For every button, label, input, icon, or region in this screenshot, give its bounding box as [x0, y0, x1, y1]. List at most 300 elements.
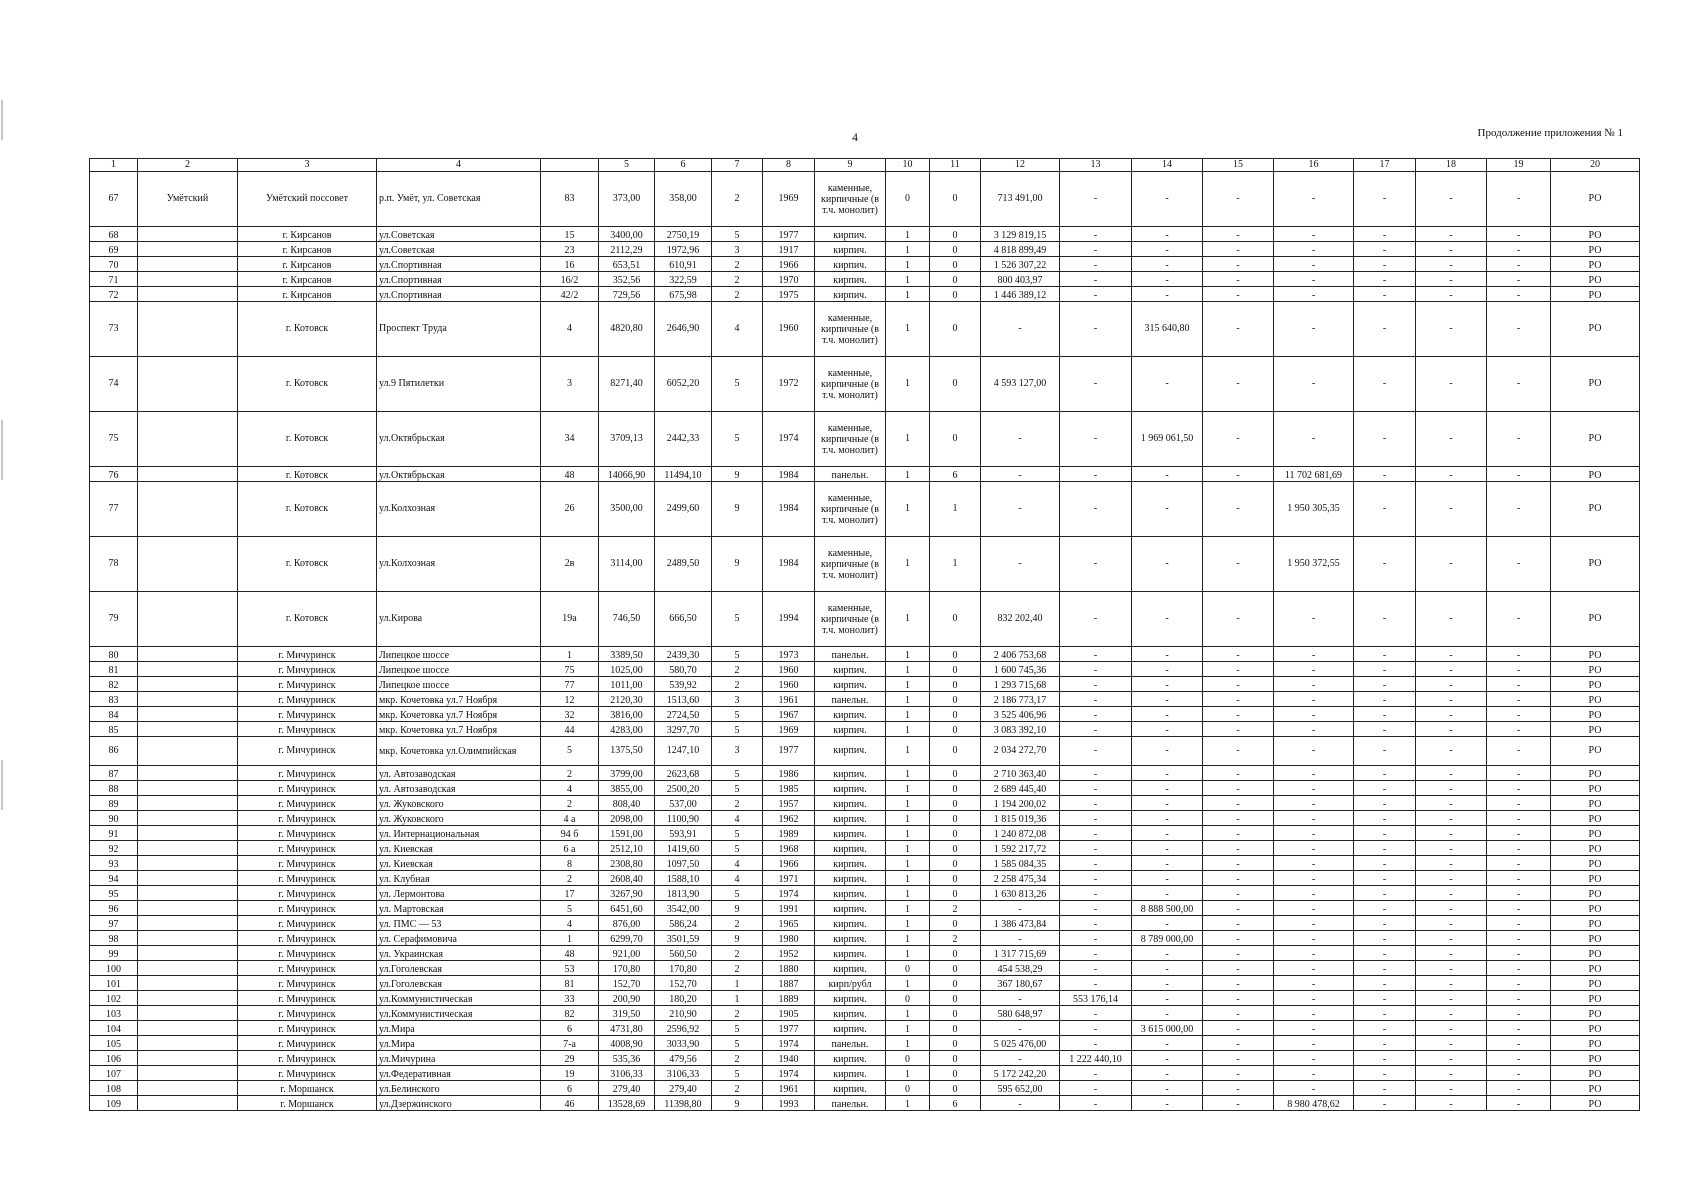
table-cell: 1984: [763, 482, 815, 537]
table-cell: ул.Мира: [377, 1036, 541, 1051]
table-cell: 1977: [763, 737, 815, 766]
table-cell: 0: [930, 287, 981, 302]
table-cell: 1: [886, 871, 930, 886]
table-cell: -: [1060, 677, 1132, 692]
table-cell: -: [1354, 172, 1416, 227]
table-cell: 1968: [763, 841, 815, 856]
table-cell: РО: [1551, 707, 1640, 722]
table-cell: -: [1060, 871, 1132, 886]
table-cell: -: [1274, 916, 1354, 931]
table-cell: -: [1487, 886, 1551, 901]
table-cell: -: [1203, 976, 1274, 991]
table-cell: -: [1416, 991, 1487, 1006]
table-cell: 1: [886, 647, 930, 662]
table-cell: 352,56: [599, 272, 655, 287]
table-cell: 100: [90, 961, 138, 976]
table-cell: -: [1416, 1006, 1487, 1021]
table-cell: -: [1416, 916, 1487, 931]
table-cell: 1: [886, 781, 930, 796]
table-cell: -: [1416, 722, 1487, 737]
table-cell: 1: [886, 841, 930, 856]
column-number-row: [90, 159, 1640, 172]
table-cell: 0: [930, 826, 981, 841]
table-cell: -: [1416, 467, 1487, 482]
table-cell: 82: [90, 677, 138, 692]
table-cell: [138, 412, 238, 467]
table-cell: 539,92: [655, 677, 712, 692]
table-cell: 653,51: [599, 257, 655, 272]
table-cell: -: [1354, 856, 1416, 871]
table-cell: -: [1203, 1021, 1274, 1036]
table-cell: г. Мичуринск: [238, 766, 377, 781]
table-cell: -: [1274, 811, 1354, 826]
table-cell: -: [1416, 172, 1487, 227]
table-cell: 68: [90, 227, 138, 242]
table-cell: панельн.: [815, 467, 886, 482]
table-cell: 535,36: [599, 1051, 655, 1066]
table-cell: -: [981, 467, 1060, 482]
table-cell: 4 а: [541, 811, 599, 826]
table-cell: панельн.: [815, 1036, 886, 1051]
table-cell: -: [1354, 677, 1416, 692]
table-cell: -: [1203, 707, 1274, 722]
table-cell: -: [1060, 707, 1132, 722]
table-cell: -: [1487, 227, 1551, 242]
table-cell: -: [1274, 781, 1354, 796]
table-cell: -: [1487, 412, 1551, 467]
table-cell: -: [1132, 961, 1203, 976]
table-cell: -: [1060, 976, 1132, 991]
table-cell: 0: [930, 257, 981, 272]
table-cell: -: [1416, 841, 1487, 856]
table-cell: ул.Кирова: [377, 592, 541, 647]
table-cell: 1: [886, 302, 930, 357]
table-cell: 1: [886, 692, 930, 707]
table-cell: -: [1203, 1081, 1274, 1096]
table-row: [90, 916, 1640, 931]
table-cell: 2 689 445,40: [981, 781, 1060, 796]
table-cell: -: [1354, 272, 1416, 287]
table-cell: [138, 482, 238, 537]
table-cell: г. Кирсанов: [238, 287, 377, 302]
table-cell: -: [1203, 692, 1274, 707]
table-cell: 83: [541, 172, 599, 227]
table-cell: [138, 916, 238, 931]
table-cell: Проспект Труда: [377, 302, 541, 357]
table-cell: ул.Советская: [377, 242, 541, 257]
table-cell: -: [1487, 272, 1551, 287]
table-cell: 11 702 681,69: [1274, 467, 1354, 482]
table-cell: -: [1416, 692, 1487, 707]
table-cell: 3500,00: [599, 482, 655, 537]
table-cell: -: [1416, 1096, 1487, 1111]
table-row: [90, 302, 1640, 357]
table-cell: -: [1416, 357, 1487, 412]
table-cell: -: [1354, 781, 1416, 796]
table-cell: [138, 886, 238, 901]
table-cell: 3709,13: [599, 412, 655, 467]
table-cell: 80: [90, 647, 138, 662]
table-cell: 2: [541, 796, 599, 811]
table-cell: 2: [541, 871, 599, 886]
table-cell: -: [1487, 871, 1551, 886]
table-cell: 5: [712, 227, 763, 242]
table-cell: -: [1274, 946, 1354, 961]
table-cell: -: [1354, 662, 1416, 677]
table-cell: ул. Украинская: [377, 946, 541, 961]
table-cell: -: [1354, 1081, 1416, 1096]
table-cell: -: [1060, 841, 1132, 856]
table-cell: кирпич.: [815, 1006, 886, 1021]
table-cell: -: [1203, 677, 1274, 692]
table-cell: [138, 1081, 238, 1096]
table-cell: -: [1416, 242, 1487, 257]
table-cell: 75: [541, 662, 599, 677]
table-cell: 1 600 745,36: [981, 662, 1060, 677]
table-cell: -: [1354, 537, 1416, 592]
table-cell: -: [1487, 946, 1551, 961]
table-cell: -: [1060, 931, 1132, 946]
table-cell: [138, 796, 238, 811]
table-cell: [138, 287, 238, 302]
table-cell: -: [1060, 287, 1132, 302]
table-cell: -: [1487, 1081, 1551, 1096]
table-cell: [138, 811, 238, 826]
table-cell: -: [1354, 826, 1416, 841]
table-cell: -: [1274, 796, 1354, 811]
table-cell: 2: [930, 901, 981, 916]
table-cell: [138, 1036, 238, 1051]
table-cell: -: [1132, 467, 1203, 482]
table-cell: -: [1354, 796, 1416, 811]
table-cell: [138, 931, 238, 946]
table-cell: 1: [886, 916, 930, 931]
table-cell: 1 950 372,55: [1274, 537, 1354, 592]
table-cell: 279,40: [655, 1081, 712, 1096]
table-row: [90, 172, 1640, 227]
table-cell: 1 240 872,08: [981, 826, 1060, 841]
table-cell: 3 083 392,10: [981, 722, 1060, 737]
table-cell: -: [1354, 766, 1416, 781]
table-cell: -: [1060, 1006, 1132, 1021]
table-cell: 1: [886, 886, 930, 901]
table-cell: кирпич.: [815, 766, 886, 781]
table-cell: 479,56: [655, 1051, 712, 1066]
table-cell: -: [1132, 976, 1203, 991]
table-cell: ул.Федеративная: [377, 1066, 541, 1081]
table-cell: -: [1203, 946, 1274, 961]
table-row: [90, 841, 1640, 856]
table-cell: 1: [886, 1066, 930, 1081]
table-cell: -: [1416, 287, 1487, 302]
table-cell: РО: [1551, 1006, 1640, 1021]
table-cell: РО: [1551, 1066, 1640, 1081]
table-cell: -: [1060, 826, 1132, 841]
table-cell: 75: [90, 412, 138, 467]
table-cell: -: [1060, 901, 1132, 916]
table-row: [90, 412, 1640, 467]
table-cell: 4820,80: [599, 302, 655, 357]
table-cell: [138, 856, 238, 871]
table-cell: [138, 647, 238, 662]
table-cell: г. Мичуринск: [238, 826, 377, 841]
table-cell: 89: [90, 796, 138, 811]
table-cell: -: [1274, 357, 1354, 412]
table-cell: 99: [90, 946, 138, 961]
table-cell: 5: [712, 841, 763, 856]
table-cell: 9: [712, 467, 763, 482]
table-cell: 19: [541, 1066, 599, 1081]
table-cell: 0: [886, 1051, 930, 1066]
table-cell: -: [1354, 1051, 1416, 1066]
table-cell: -: [1274, 871, 1354, 886]
table-cell: г. Мичуринск: [238, 841, 377, 856]
table-cell: г. Мичуринск: [238, 737, 377, 766]
table-cell: 5: [712, 1021, 763, 1036]
table-cell: 2 710 363,40: [981, 766, 1060, 781]
table-cell: 11494,10: [655, 467, 712, 482]
table-cell: 0: [886, 991, 930, 1006]
table-cell: 2439,30: [655, 647, 712, 662]
table-cell: -: [1132, 1096, 1203, 1111]
table-cell: каменные, кирпичные (в т.ч. монолит): [815, 412, 886, 467]
table-cell: 152,70: [655, 976, 712, 991]
table-row: [90, 467, 1640, 482]
table-cell: 9: [712, 537, 763, 592]
table-cell: РО: [1551, 886, 1640, 901]
table-row: [90, 257, 1640, 272]
table-cell: кирпич.: [815, 662, 886, 677]
table-cell: г. Мичуринск: [238, 916, 377, 931]
table-cell: 0: [886, 172, 930, 227]
table-cell: 2500,20: [655, 781, 712, 796]
table-cell: 1: [886, 227, 930, 242]
table-cell: 6 а: [541, 841, 599, 856]
table-cell: 5: [712, 412, 763, 467]
table-cell: РО: [1551, 766, 1640, 781]
table-cell: -: [1487, 1096, 1551, 1111]
table-cell: 1: [886, 537, 930, 592]
table-cell: 832 202,40: [981, 592, 1060, 647]
column-number: 8: [763, 159, 815, 172]
table-cell: -: [1060, 811, 1132, 826]
table-cell: 96: [90, 901, 138, 916]
scan-edge-mark: [1, 100, 3, 140]
table-cell: -: [1354, 467, 1416, 482]
table-cell: 3799,00: [599, 766, 655, 781]
table-cell: 3114,00: [599, 537, 655, 592]
column-number: 12: [981, 159, 1060, 172]
table-cell: 5: [541, 901, 599, 916]
table-cell: -: [1203, 1036, 1274, 1051]
table-cell: 5: [712, 826, 763, 841]
table-cell: -: [1132, 592, 1203, 647]
table-cell: 1: [541, 647, 599, 662]
table-cell: 1: [886, 1036, 930, 1051]
table-cell: РО: [1551, 961, 1640, 976]
table-cell: кирпич.: [815, 871, 886, 886]
table-cell: 94: [90, 871, 138, 886]
table-cell: 2750,19: [655, 227, 712, 242]
table-cell: -: [1354, 302, 1416, 357]
table-cell: 1972: [763, 357, 815, 412]
table-cell: 3267,90: [599, 886, 655, 901]
table-cell: 180,20: [655, 991, 712, 1006]
table-cell: -: [1354, 722, 1416, 737]
table-cell: -: [1274, 991, 1354, 1006]
table-cell: ул.Гоголевская: [377, 961, 541, 976]
table-cell: 2: [712, 961, 763, 976]
table-cell: 2: [712, 172, 763, 227]
table-cell: -: [1416, 412, 1487, 467]
table-cell: -: [1354, 1006, 1416, 1021]
table-cell: кирпич.: [815, 677, 886, 692]
table-cell: 0: [930, 1051, 981, 1066]
table-cell: -: [1416, 482, 1487, 537]
table-cell: 5: [712, 707, 763, 722]
table-cell: -: [1203, 1096, 1274, 1111]
table-cell: каменные, кирпичные (в т.ч. монолит): [815, 592, 886, 647]
table-cell: 0: [930, 991, 981, 1006]
table-cell: [138, 1051, 238, 1066]
table-cell: 454 538,29: [981, 961, 1060, 976]
table-cell: 3542,00: [655, 901, 712, 916]
table-cell: РО: [1551, 272, 1640, 287]
table-cell: 104: [90, 1021, 138, 1036]
table-cell: -: [1203, 412, 1274, 467]
table-cell: -: [1132, 1036, 1203, 1051]
table-cell: ул.Белинского: [377, 1081, 541, 1096]
table-cell: -: [981, 1051, 1060, 1066]
table-row: [90, 592, 1640, 647]
table-cell: кирпич.: [815, 737, 886, 766]
table-cell: 4: [541, 916, 599, 931]
table-cell: РО: [1551, 841, 1640, 856]
table-cell: РО: [1551, 1036, 1640, 1051]
table-cell: 1977: [763, 1021, 815, 1036]
table-cell: 2: [712, 677, 763, 692]
table-cell: 3 525 406,96: [981, 707, 1060, 722]
table-cell: -: [1132, 991, 1203, 1006]
table-cell: -: [981, 482, 1060, 537]
table-cell: 367 180,67: [981, 976, 1060, 991]
table-cell: 2098,00: [599, 811, 655, 826]
table-cell: -: [1354, 592, 1416, 647]
table-cell: 1972,96: [655, 242, 712, 257]
table-cell: 8271,40: [599, 357, 655, 412]
table-cell: -: [1132, 1081, 1203, 1096]
table-cell: 5: [712, 1036, 763, 1051]
table-cell: -: [1203, 766, 1274, 781]
table-cell: 1: [886, 946, 930, 961]
table-cell: [138, 946, 238, 961]
table-cell: 1957: [763, 796, 815, 811]
table-cell: 69: [90, 242, 138, 257]
table-cell: г. Мичуринск: [238, 722, 377, 737]
table-cell: 0: [930, 961, 981, 976]
table-cell: -: [1203, 781, 1274, 796]
table-cell: -: [1274, 287, 1354, 302]
table-cell: 4: [712, 302, 763, 357]
table-cell: РО: [1551, 242, 1640, 257]
table-row: [90, 976, 1640, 991]
table-cell: г. Мичуринск: [238, 1006, 377, 1021]
table-cell: -: [1354, 1021, 1416, 1036]
table-row: [90, 1081, 1640, 1096]
table-cell: -: [1060, 946, 1132, 961]
table-cell: [138, 242, 238, 257]
table-cell: 0: [886, 1081, 930, 1096]
table-row: [90, 482, 1640, 537]
table-cell: 46: [541, 1096, 599, 1111]
table-row: [90, 692, 1640, 707]
table-cell: 1 526 307,22: [981, 257, 1060, 272]
table-cell: [138, 537, 238, 592]
table-cell: [138, 692, 238, 707]
table-cell: ул. Киевская: [377, 841, 541, 856]
table-cell: -: [1132, 287, 1203, 302]
table-cell: 23: [541, 242, 599, 257]
table-cell: -: [1274, 722, 1354, 737]
table-cell: -: [1487, 647, 1551, 662]
table-cell: РО: [1551, 662, 1640, 677]
table-cell: -: [1487, 781, 1551, 796]
table-cell: 0: [930, 976, 981, 991]
table-cell: -: [1274, 826, 1354, 841]
table-cell: -: [1203, 931, 1274, 946]
table-row: [90, 811, 1640, 826]
table-cell: 2724,50: [655, 707, 712, 722]
table-cell: ул. Киевская: [377, 856, 541, 871]
table-cell: 2499,60: [655, 482, 712, 537]
table-cell: 0: [930, 886, 981, 901]
table-cell: 1097,50: [655, 856, 712, 871]
table-cell: -: [1487, 826, 1551, 841]
table-cell: 876,00: [599, 916, 655, 931]
table-cell: -: [1060, 722, 1132, 737]
table-cell: 0: [930, 856, 981, 871]
table-cell: -: [1354, 976, 1416, 991]
table-cell: г. Кирсанов: [238, 272, 377, 287]
table-cell: г. Котовск: [238, 537, 377, 592]
table-cell: 0: [930, 871, 981, 886]
table-cell: 6052,20: [655, 357, 712, 412]
table-cell: кирпич.: [815, 1021, 886, 1036]
table-cell: -: [1060, 1081, 1132, 1096]
table-cell: 71: [90, 272, 138, 287]
table-cell: -: [1132, 707, 1203, 722]
table-cell: РО: [1551, 412, 1640, 467]
table-cell: -: [1354, 242, 1416, 257]
table-cell: 0: [930, 766, 981, 781]
table-cell: ул. Жуковского: [377, 811, 541, 826]
table-cell: [138, 1066, 238, 1081]
table-cell: -: [1487, 592, 1551, 647]
table-cell: 1011,00: [599, 677, 655, 692]
table-cell: г. Мичуринск: [238, 811, 377, 826]
table-cell: 32: [541, 707, 599, 722]
table-cell: -: [1132, 272, 1203, 287]
table-cell: 5: [541, 737, 599, 766]
table-cell: 109: [90, 1096, 138, 1111]
table-cell: ул.9 Пятилетки: [377, 357, 541, 412]
table-cell: -: [1203, 537, 1274, 592]
table-cell: -: [1274, 1021, 1354, 1036]
table-cell: 6: [541, 1021, 599, 1036]
table-cell: 537,00: [655, 796, 712, 811]
table-cell: -: [1203, 302, 1274, 357]
table-cell: г. Мичуринск: [238, 901, 377, 916]
